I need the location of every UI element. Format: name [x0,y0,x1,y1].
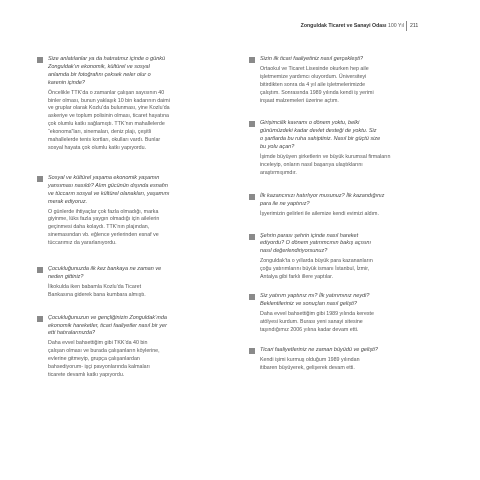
answer-line: geçinmesi daha kolaydı. TTK’nın plajından, [48,224,150,231]
answer [249,357,443,373]
question-marker-icon [37,316,43,322]
answer-line: İlkokulda iken babamla Kozlu’da Ticaret [48,283,142,290]
question-marker-icon [249,121,255,127]
answer [249,311,443,335]
question [37,315,231,339]
interview-block [249,120,443,177]
answer-line: askeriye ve toplum polisinin olması, ticaret hayatına [48,113,170,120]
anniversary-label: 100 Yıl [387,23,404,29]
answer-line: atölyesi kurdum. Burası yeni sanayi sitesine [260,318,363,325]
question-marker-icon [249,294,255,300]
question-line: nasıl değerlendiriyorsunuz? [260,248,328,255]
question-line: İlk kazancınızı hatırlıyor musunuz? İlk kazandığınız [260,192,385,199]
question-line: Şehrin parası şehrin içinde nasıl hareket [260,232,359,239]
interview-block [37,266,231,300]
question-line: merak ediyoruz. [48,198,88,205]
question-line: Siz yatırım yaptınız mı? İlk yatırımınız neydi? [260,292,370,299]
question [249,120,443,152]
question [37,266,231,282]
answer-line: inşaat malzemeleri üzerine açtım. [260,97,339,104]
answer-line: Öncelikle TTK’da o zamanlar çalışan sayısının 40 [48,89,165,96]
page-number: 211 [410,23,419,29]
answer-line: bitirdikten sonra da 4 yıl aile işletmelerimizde [260,81,366,88]
answer-line: binler olması, bunun yaklaşık 10 bin kadarının daimi [48,97,170,104]
answer-line: bahsediyorum- işçi pavyonlarında kalmaları [48,364,150,371]
answer-line: çalıştım. Sonrasında 1989 yılında kendi iş yerimi [260,89,374,96]
question-marker-icon [249,194,255,200]
answer-line: inceleyip, onların nasıl başarıya ulaştıklarını [260,161,363,168]
question-line: ve tüccarın sosyal ve kültürel olanakları, yaşamını [48,190,170,197]
interview-block [37,315,231,380]
answer [249,258,443,282]
answer-line: işletmemize yardımcı oluyordum. Üniversiteyi [260,73,367,80]
publication-title [301,23,404,29]
question-marker-icon [37,176,43,182]
answer [37,340,231,380]
question-marker-icon [37,267,43,273]
answer-line: İşyerimizin gelirleri ile ailemize kendi evimizi aldım. [260,210,379,217]
question-line: Size anlatılanlar ya da hatıratınız içinde o günkü [48,56,166,62]
chamber-name: Zonguldak Ticaret ve Sanayi Odası [300,23,387,29]
question-line: karenin içinde? [48,79,85,86]
question-line: anlamda bir fotoğrafını çeksek neler olur o [48,71,151,78]
answer-line: itibaren büyüyerek, gelişerek devam etti. [260,365,355,372]
answer-line: Ortaokul ve Ticaret Lisesinde okurken hep aile [260,65,369,72]
answer-line: ve gruplar olarak Kozlu’da bulunması, yine Kozlu’da [48,105,170,112]
answer-line: Daha evvel bahsettiğim gibi TKK’da 40 bin [48,340,148,347]
page-header [0,23,480,35]
answer-line: Zonguldak’ta o yıllarda büyük para kazananların [260,258,373,265]
answer-line: Kendi işimi kurmuş olduğum 1989 yılından [260,357,360,364]
question-line: etti hatıralarınızda? [48,330,96,337]
question [249,56,443,64]
question-line: bu yolu açan? [260,144,295,151]
question [249,233,443,257]
question-line: para ile ne yaptınız? [260,200,310,207]
answer-line: Bankasına giderek bana kumbara almıştı. [48,291,146,298]
answer-line: ticarete devamlı katkı yapıyordu. [48,372,125,378]
question-line: Sosyal ve kültürel yaşama ekonomik yaşamın [48,174,160,181]
question-line: Beklentileriniz ve sonuçları nasıl gelişti? [260,300,357,307]
question-marker-icon [249,57,255,63]
question [249,347,443,355]
question-line: yansıması nasıldı? Alım gücünün dışında esnafın [48,182,168,189]
answer [249,211,443,219]
answer-line: taşındığımız 2006 yılına kadar devam etti. [260,326,359,333]
answer [249,66,443,106]
question-marker-icon [249,348,255,354]
question-marker-icon [249,234,255,240]
question [249,193,443,209]
question-line: Zonguldak’ın ekonomik, kültürel ve sosyal [48,63,150,70]
question-marker-icon [37,57,43,63]
answer [37,90,231,153]
interview-block [249,293,443,335]
question-line: günümüzdeki kadar devlet desteği de yoktu. Siz [260,128,377,135]
question [37,175,231,207]
answer-line: çok olumlu katkı sağlamıştı. TTK’nın mahallelerde [48,121,165,128]
answer-line: evlerine gitmeyip, grupça çalışanlardan [48,356,140,363]
question [37,56,231,88]
question-line: neden gittiniz? [48,273,84,280]
answer-line: İşimde büyüyen şirketlerin ve büyük kurumsal firmaların [260,154,391,161]
interview-block [249,56,443,105]
answer-line: tüccarımız da yararlanıyordu. [48,240,117,247]
answer [37,209,231,249]
question-line: Ticari faaliyetleriniz ne zaman büyüdü ve gelişti? [260,347,378,354]
answer-line: “ekonoma”ları, sinemaları, deniz plajı, çeşitli [48,129,152,136]
answer-line: giyinme, lüks fazla yaygın olmadığı için ailelerin [48,216,160,223]
answer-line: Daha evvel bahsettiğim gibi 1989 yılında kereste [260,310,374,317]
answer-line: araştırmışımdır. [260,169,297,176]
interview-block [37,175,231,248]
question-line: ediyordu? O dönem yatırımcının bakış açısını [260,240,371,247]
answer [249,154,443,178]
answer-line: sinemasından vb. eğlence yerlerinden esnaf ve [48,232,159,239]
answer-line: Antalya gibi farklı illere yaptılar. [260,274,334,281]
answer-line: çalışan olması ve burada çalışanların köylerine, [48,348,160,355]
interview-block [249,347,443,373]
question-line: Girişimcilik kavramı o dönem yoktu, belki [260,120,360,127]
question-line: Çocukluğunuzda ilk kez bankaya ne zaman ve [48,266,162,273]
answer-line: O günlerde ihtiyaçlar çok fazla olmadığı, marka [48,208,159,215]
left-column [37,56,231,380]
interview-block [249,193,443,219]
question-line: ekonomik hareketler, ticari faaliyetler nasıl bir yer [48,322,167,329]
right-column [249,56,443,373]
answer [37,284,231,300]
question-line: o şartlarda bu ruha sahiptiniz. Nasıl bir güçtü size [260,136,381,143]
answer-line: mahallelerde tenis kortları, okulları vardı. Bunlar [48,137,161,144]
answer-line: sosyal hayata çok olumlu katkı yapıyordu. [48,144,147,151]
interview-block [249,233,443,282]
interview-block [37,56,231,153]
question [249,293,443,309]
header-divider [406,21,407,31]
question-line: Çocukluğunuzun ve gençliğinizin Zonguldak’ında [48,314,167,321]
answer-line: çoğu yatırımlarını büyük ismanı İstanbul, İzmir, [260,266,370,273]
question-line: Sizin ilk ticari faaliyetiniz nasıl gerçekleşti? [260,56,364,62]
